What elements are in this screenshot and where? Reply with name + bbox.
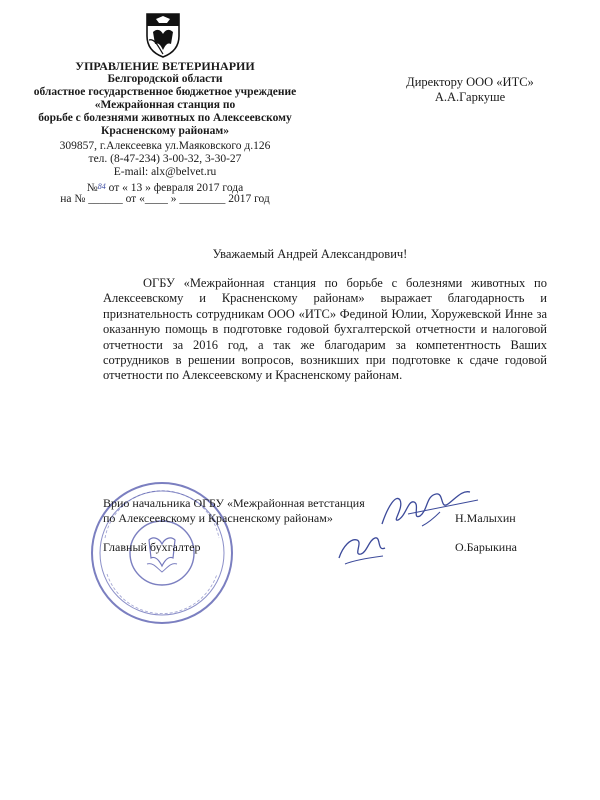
letter-body [103, 276, 547, 384]
reply-reference: на № ______ от «____ » ________ 2017 год [60, 193, 270, 205]
org-line-2: Белгородской области [107, 73, 223, 85]
recipient-line-2: А.А.Гаркуше [434, 90, 506, 104]
recipient-block [360, 75, 580, 105]
ref-number: 84 [97, 182, 106, 191]
accountant-name: О.Барыкина [455, 540, 517, 554]
head-title-line-1: Врио начальника ОГБУ «Межрайонная ветстанция [103, 496, 365, 510]
head-name: Н.Малыхин [455, 511, 516, 525]
letter-body-text: ОГБУ «Межрайонная станция по борьбе с болезнями животных по Алексеевскому и Красненскому районам» выражает благодарность и признательность сотрудникам ООО «ИТС» Фединой Юлии, Хоружевской Инне за оказанную помощь в подготовке годовой бухгалтерской отчетности и налоговой отчетности за 2016 год, а так же благодарим за компетентность Ваших сотрудников в решении вопросов, возникших при подготовке к сдаче годовой отчетности по Алексеевскому и Красненскому районам. [103, 276, 547, 383]
address-line-3: E-mail: alx@belvet.ru [113, 166, 217, 178]
accountant-signature [333, 528, 393, 568]
org-line-1: УПРАВЛЕНИЕ ВЕТЕРИНАРИИ [75, 59, 255, 73]
address-line-2: тел. (8-47-234) 3-00-32, 3-30-27 [88, 153, 242, 165]
coat-of-arms-emblem [143, 10, 183, 58]
head-title-line-2: по Алексеевскому и Красненскому районам» [103, 511, 333, 525]
address-block [20, 140, 310, 179]
accountant-title: Главный бухгалтер [103, 540, 201, 554]
recipient-line-1: Директору ООО «ИТС» [406, 75, 534, 89]
address-line-1: 309857, г.Алексеевка ул.Маяковского д.126 [59, 140, 271, 152]
greeting: Уважаемый Андрей Александрович! [212, 247, 408, 261]
org-line-6: Красненскому районам» [101, 125, 229, 137]
organization-header [20, 60, 310, 138]
head-signature [378, 486, 483, 532]
org-line-5: борьбе с болезнями животных по Алексеевскому [38, 112, 292, 124]
ref-prefix: № [86, 182, 98, 194]
org-line-3: областное государственное бюджетное учреждение [33, 86, 297, 98]
ref-date: от « 13 » февраля 2017 года [105, 182, 244, 194]
org-line-4: «Межрайонная станция по [94, 99, 236, 111]
